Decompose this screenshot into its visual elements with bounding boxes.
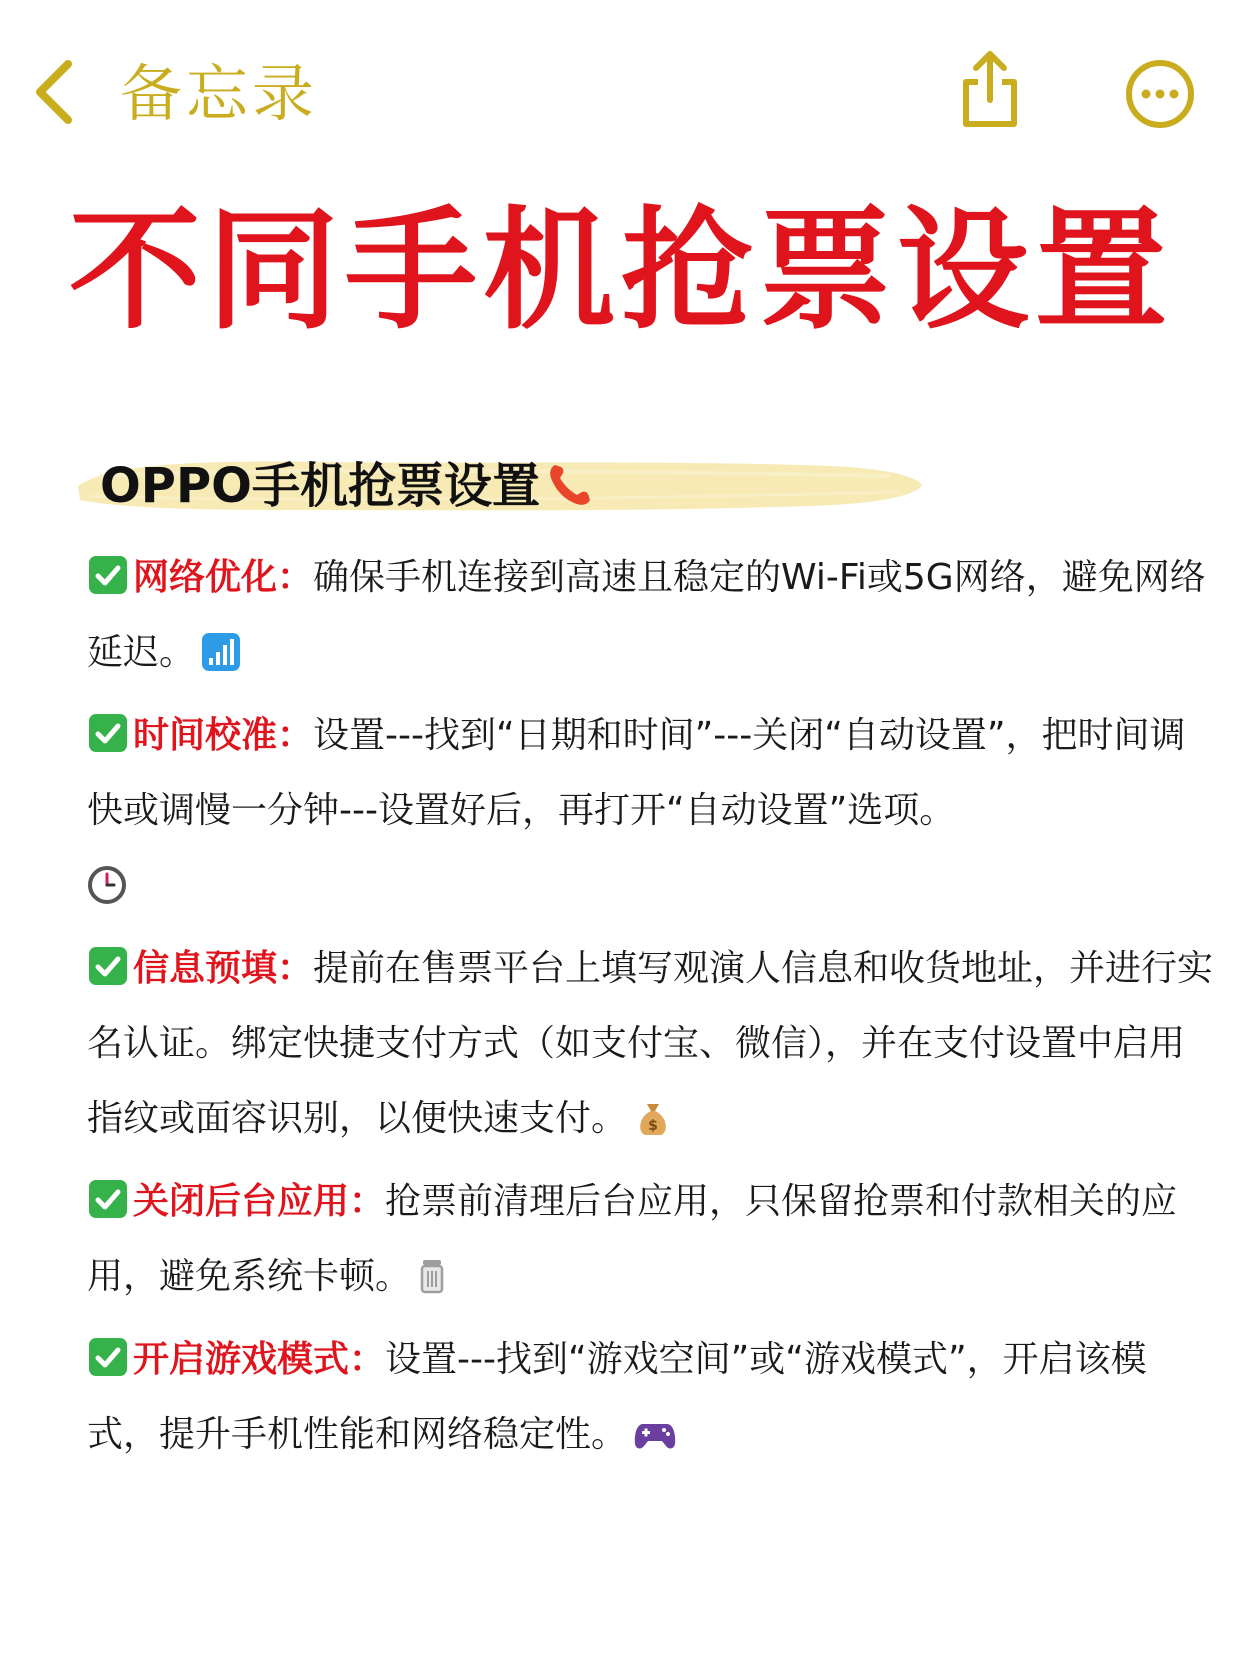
signal-bars-icon xyxy=(201,623,241,698)
item-label: 开启游戏模式： xyxy=(133,1339,386,1380)
item-text: 提前在售票平台上填写观演人信息和收货地址，并进行实名认证。绑定快捷支付方式（如支付宝、微信），并在支付设置中启用指纹或面容识别，以便快速支付。 xyxy=(87,948,1214,1139)
telephone-receiver-icon xyxy=(546,458,596,522)
item-text: 设置---找到“日期和时间”---关闭“自动设置”，把时间调快或调慢一分钟---设置好后，再打开“自动设置”选项。 xyxy=(87,715,1186,831)
check-mark-icon xyxy=(89,1180,127,1218)
back-button[interactable] xyxy=(30,56,78,128)
chevron-left-icon xyxy=(30,56,78,128)
app-title: 备忘录 xyxy=(120,57,319,130)
item-text: 抢票前清理后台应用，只保留抢票和付款相关的应用，避免系统卡顿。 xyxy=(87,1181,1178,1297)
list-item xyxy=(87,1164,1217,1322)
section-title-text: OPPO手机抢票设置 xyxy=(100,458,540,514)
list-item xyxy=(87,1322,1217,1480)
trash-can-icon xyxy=(417,1247,447,1322)
check-mark-icon xyxy=(89,1338,127,1376)
list-item xyxy=(87,698,1217,931)
item-label: 关闭后台应用： xyxy=(133,1181,386,1222)
list-item xyxy=(87,540,1217,698)
item-label: 时间校准： xyxy=(133,715,314,756)
item-text: 确保手机连接到高速且稳定的Wi-Fi或5G网络，避免网络延迟。 xyxy=(87,557,1206,673)
svg-text:$: $ xyxy=(648,1118,658,1134)
check-mark-icon xyxy=(89,556,127,594)
clock-icon xyxy=(87,856,127,931)
share-icon xyxy=(958,48,1022,130)
check-mark-icon xyxy=(89,947,127,985)
section-title xyxy=(100,456,596,522)
game-controller-icon xyxy=(633,1405,677,1480)
notes-body xyxy=(87,540,1217,1480)
money-bag-icon xyxy=(633,1089,673,1164)
more-horizontal-icon xyxy=(1124,58,1196,130)
item-label: 网络优化： xyxy=(133,557,314,598)
item-label: 信息预填： xyxy=(133,948,314,989)
item-text: 设置---找到“游戏空间”或“游戏模式”，开启该模式，提升手机性能和网络稳定性。 xyxy=(87,1339,1147,1455)
section-heading xyxy=(70,446,930,526)
share-button[interactable] xyxy=(958,48,1022,130)
navigation-bar xyxy=(0,0,1242,190)
check-mark-icon xyxy=(89,714,127,752)
page-title: 不同手机抢票设置 xyxy=(69,194,1173,348)
more-options-button[interactable] xyxy=(1124,58,1196,130)
list-item xyxy=(87,931,1217,1164)
